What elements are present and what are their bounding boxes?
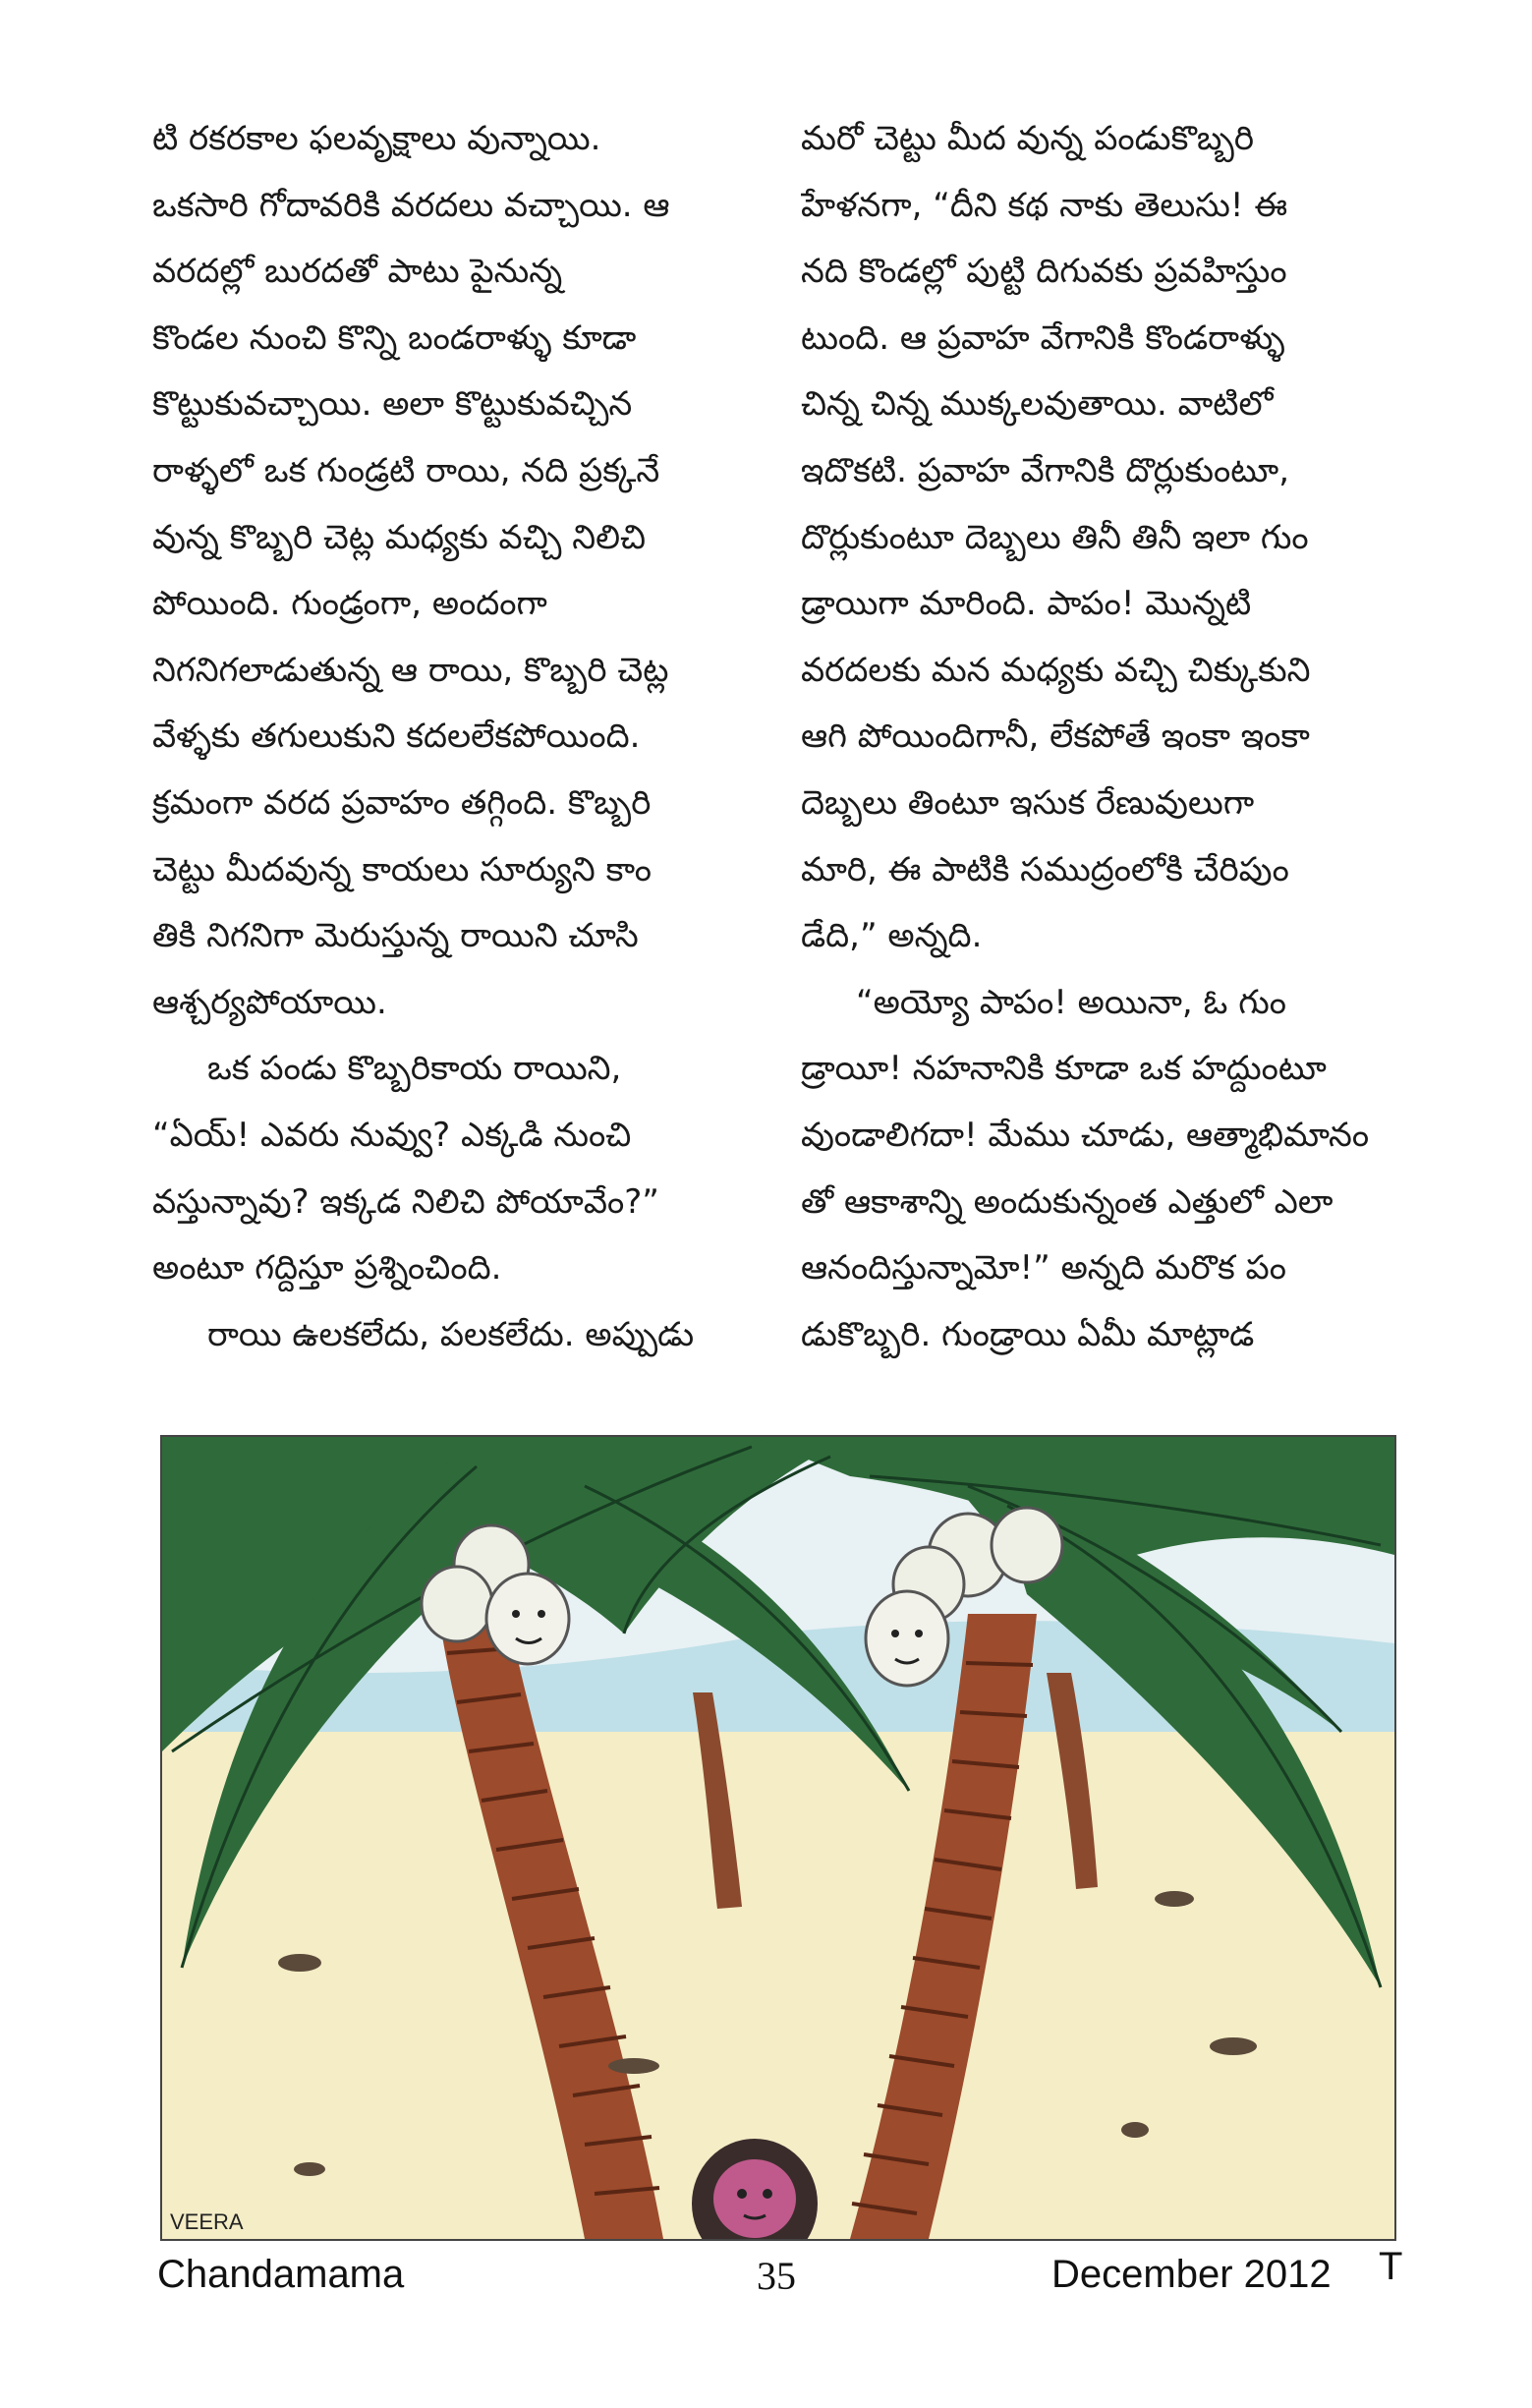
text-line: వస్తున్నావు? ఇక్కడ నిలిచి పోయావేం?”	[152, 1181, 659, 1222]
text-line: క్రమంగా వరద ప్రవాహం తగ్గింది. కొబ్బరి	[152, 782, 652, 823]
coconut-face	[486, 1574, 569, 1664]
text-line: దెబ్బలు తింటూ ఇసుక రేణువులుగా	[801, 782, 1255, 823]
text-line: తో ఆకాశాన్ని అందుకున్నంత ఎత్తులో ఎలా	[801, 1181, 1333, 1222]
artist-signature: VEERA	[170, 2209, 244, 2234]
text-line: కొండల నుంచి కొన్ని బండరాళ్ళు కూడా	[152, 317, 637, 358]
text-line: రాయి ఉలకలేదు, పలకలేదు. అప్పుడు	[207, 1314, 695, 1354]
text-line: డ్రాయీ! నహనానికి కూడా ఒక హద్దుంటూ	[801, 1049, 1327, 1089]
text-line: కొట్టుకువచ్చాయి. అలా కొట్టుకువచ్చిన	[152, 384, 633, 425]
palm-trees-drawing	[162, 1437, 1394, 2239]
text-line: వుండాలిగదా! మేము చూడు, ఆత్మాభిమానం	[801, 1115, 1370, 1155]
magazine-name: Chandamama	[157, 2253, 405, 2296]
text-line: “అయ్యో పాపం! అయినా, ఓ గుం	[856, 982, 1287, 1022]
text-line: రాళ్ళలో ఒక గుండ్రటి రాయి, నది ప్రక్కనే	[152, 450, 660, 490]
text-line: డ్రాయిగా మారింది. పాపం! మొన్నటి	[801, 584, 1252, 624]
corner-mark: T	[1379, 2245, 1403, 2288]
text-line: డేది,” అన్నది.	[801, 916, 983, 956]
text-line: వేళ్ళకు తగులుకుని కదలలేకపోయింది.	[152, 717, 641, 757]
text-line: తికి నిగనిగా మెరుస్తున్న రాయిని చూసి	[152, 916, 639, 956]
left-text-column	[152, 106, 742, 1368]
page-number: 35	[757, 2254, 796, 2298]
text-line: వరదలకు మన మధ్యకు వచ్చి చిక్కుకుని	[801, 650, 1311, 690]
text-line: ఒక పండు కొబ్బరికాయ రాయిని,	[207, 1049, 622, 1089]
issue-date: December 2012	[1051, 2253, 1332, 2296]
coconut-face-right	[866, 1591, 948, 1686]
text-line: హేళనగా, “దీని కథ నాకు తెలుసు! ఈ	[801, 185, 1288, 225]
text-line: డుకొబ్బరి. గుండ్రాయి ఏమీ మాట్లాడ	[801, 1314, 1255, 1354]
text-line: వరదల్లో బురదతో పాటు పైనున్న	[152, 252, 563, 292]
text-line: టి రకరకాల ఫలవృక్షాలు వున్నాయి.	[152, 119, 601, 158]
text-line: పోయింది. గుండ్రంగా, అందంగా	[152, 584, 547, 624]
text-line: చిన్న చిన్న ముక్కలవుతాయి. వాటిలో	[801, 384, 1274, 425]
text-line: ఇదొకటి. ప్రవాహ వేగానికి దొర్లుకుంటూ,	[801, 450, 1290, 490]
text-line: టుంది. ఆ ప్రవాహ వేగానికి కొండరాళ్ళు	[801, 317, 1285, 358]
text-line: ఆగి పోయిందిగానీ, లేకపోతే ఇంకా ఇంకా	[801, 717, 1310, 757]
text-line: “ఏయ్! ఎవరు నువ్వు? ఎక్కడి నుంచి	[152, 1115, 632, 1155]
text-line: ఒకసారి గోదావరికి వరదలు వచ్చాయి. ఆ	[152, 185, 670, 225]
text-line: చెట్టు మీదవున్న కాయలు సూర్యుని కాం	[152, 849, 652, 889]
text-line: వున్న కొబ్బరి చెట్ల మధ్యకు వచ్చి నిలిచి	[152, 517, 647, 557]
story-illustration	[160, 1435, 1396, 2241]
text-line: నది కొండల్లో పుట్టి దిగువకు ప్రవహిస్తుం	[801, 252, 1287, 292]
text-line: మరో చెట్టు మీద వున్న పండుకొబ్బరి	[801, 119, 1255, 158]
right-text-column	[801, 106, 1390, 1368]
text-line: ఆశ్చర్యపోయాయి.	[152, 982, 387, 1022]
text-line: దొర్లుకుంటూ దెబ్బలు తినీ తినీ ఇలా గుం	[801, 517, 1309, 557]
text-line: నిగనిగలాడుతున్న ఆ రాయి, కొబ్బరి చెట్ల	[152, 650, 669, 690]
text-line: అంటూ గద్దిస్తూ ప్రశ్నించింది.	[152, 1248, 502, 1289]
text-line: ఆనందిస్తున్నామో!” అన్నది మరొక పం	[801, 1248, 1286, 1289]
text-line: మారి, ఈ పాటికి సముద్రంలోకి చేరిపుం	[801, 849, 1289, 889]
